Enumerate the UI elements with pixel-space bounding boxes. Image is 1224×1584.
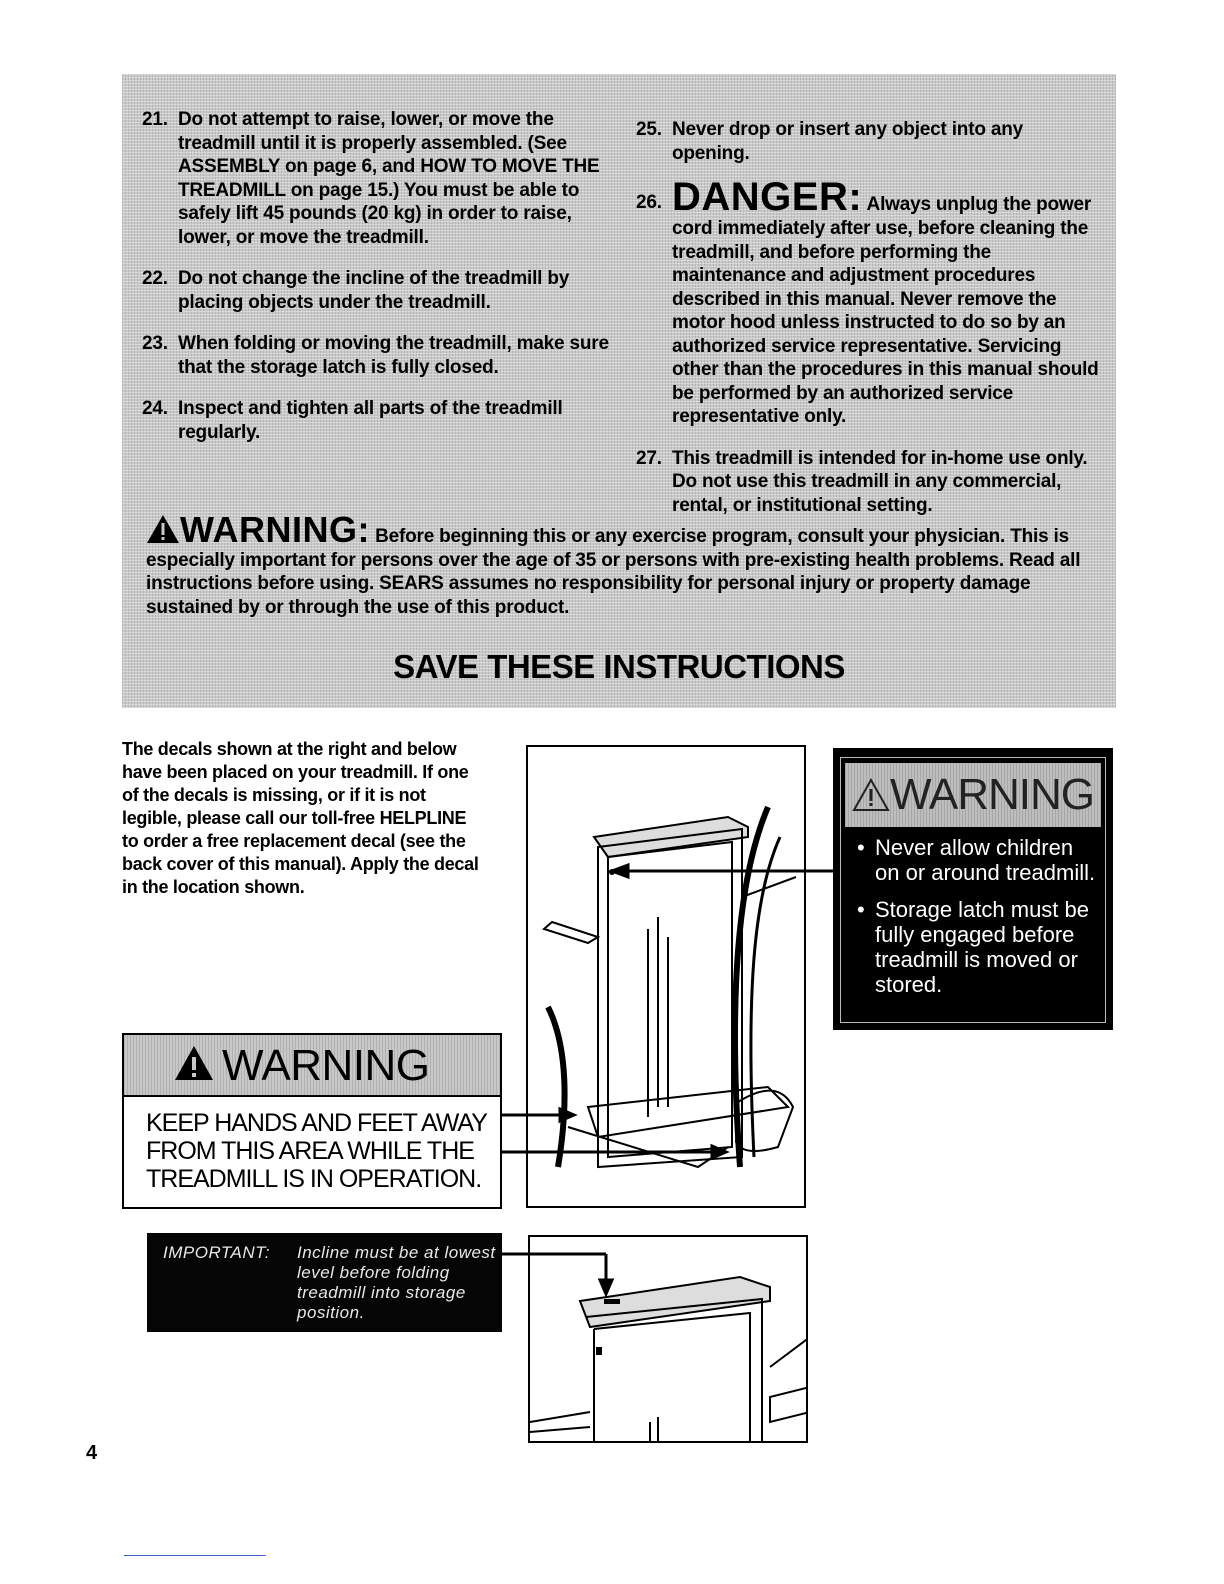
- treadmill-upright-drawing: [528, 747, 806, 1208]
- item-text: When folding or moving the treadmill, make sure that the storage latch is fully closed.: [178, 333, 609, 378]
- safety-column-right: [636, 118, 1102, 535]
- item-number: 21.: [142, 109, 168, 130]
- page-number: 4: [86, 1442, 98, 1464]
- general-warning: [146, 509, 1094, 619]
- decal-warning-title: WARNING: [222, 1041, 430, 1090]
- decal-bullet: • Storage latch must be fully engaged before treadmill is moved or stored.: [853, 897, 1097, 997]
- item-number: 24.: [142, 398, 168, 419]
- safety-item-21: [142, 108, 620, 249]
- decal-line: KEEP HANDS AND FEET AWAY: [146, 1109, 487, 1137]
- item-text: This treadmill is intended for in-home use only. Do not use this treadmill in any commercial, rental, or institutional setting.: [672, 447, 1088, 516]
- important-label: IMPORTANT:: [163, 1243, 270, 1262]
- important-text: Incline must be at lowest level before folding treadmill into storage position.: [297, 1243, 496, 1322]
- safety-item-22: [142, 267, 620, 314]
- decal-bullet: • Never allow children on or around treadmill.: [853, 835, 1097, 885]
- treadmill-latch-drawing: [530, 1237, 808, 1443]
- item-number: 26.: [636, 192, 662, 213]
- safety-item-26: [636, 177, 1102, 429]
- save-instructions-heading: SAVE THESE INSTRUCTIONS: [393, 648, 845, 685]
- decal-important-incline: [147, 1233, 502, 1332]
- safety-item-27: [636, 447, 1102, 518]
- item-number: 22.: [142, 268, 168, 289]
- item-text: Do not change the incline of the treadmill by placing objects under the treadmill.: [178, 268, 570, 313]
- decal-intro-text: The decals shown at the right and below have been placed on your treadmill. If one of the decals is missing, or if it is not legible, please call our toll-free HELPLINE to order a free replacement decal (see the back cover of this manual). Apply the decal in the location shown.: [122, 739, 479, 897]
- item-text: Never drop or insert any object into any opening.: [672, 119, 1023, 164]
- treadmill-illustration-upright: [526, 745, 806, 1208]
- decal-body-text: [124, 1097, 500, 1193]
- safety-item-23: [142, 332, 620, 379]
- item-text: Always unplug the power cord immediately after use, before cleaning the treadmill, and before performing the maintenance and adjustment procedures described in this manual. Never remove the motor hood unless instructed to do so by an authorized service representative. Servicing other than the procedures in this manual should be performed by an authorized service representative only.: [672, 194, 1099, 427]
- decal-warning-header: [124, 1035, 500, 1097]
- footer-rule: [124, 1555, 266, 1556]
- decal-line: FROM THIS AREA WHILE THE: [146, 1137, 474, 1165]
- item-number: 25.: [636, 119, 662, 140]
- item-text: Inspect and tighten all parts of the treadmill regularly.: [178, 398, 563, 443]
- warning-triangle-icon: [852, 778, 890, 812]
- item-text: Do not attempt to raise, lower, or move the treadmill until it is properly assembled. (See ASSEMBLY on page 6, and HOW TO MOVE THE TREADMILL on page 15.) You must be able to safely lift 45 pounds (20 kg) in order to raise, lower, or move the treadmill.: [178, 109, 600, 248]
- decal-children-warning: [833, 748, 1113, 1030]
- decal-bullet-list: [841, 835, 1105, 997]
- safety-column-left: [142, 108, 620, 462]
- danger-heading: DANGER:: [672, 175, 863, 219]
- decal-warning-title: WARNING: [889, 770, 1095, 819]
- safety-item-25: [636, 118, 1102, 165]
- warning-heading: WARNING:: [180, 509, 370, 550]
- decal-hands-feet-warning: [122, 1033, 502, 1209]
- warning-triangle-icon: [174, 1045, 214, 1081]
- treadmill-illustration-latch: [528, 1235, 808, 1443]
- item-number: 27.: [636, 447, 662, 469]
- warning-text: Before beginning this or any exercise program, consult your physician. This is especially important for persons over the age of 35 or persons with pre-existing health problems. Read all instructions before using. SEARS assumes no responsibility for personal injury or property damage sustained by or through the use of this product.: [146, 526, 1081, 618]
- warning-triangle-icon: [146, 514, 180, 544]
- decal-line: TREADMILL IS IN OPERATION.: [146, 1165, 482, 1193]
- decal-warning-header: [845, 763, 1101, 827]
- safety-item-24: [142, 397, 620, 444]
- item-number: 23.: [142, 333, 168, 354]
